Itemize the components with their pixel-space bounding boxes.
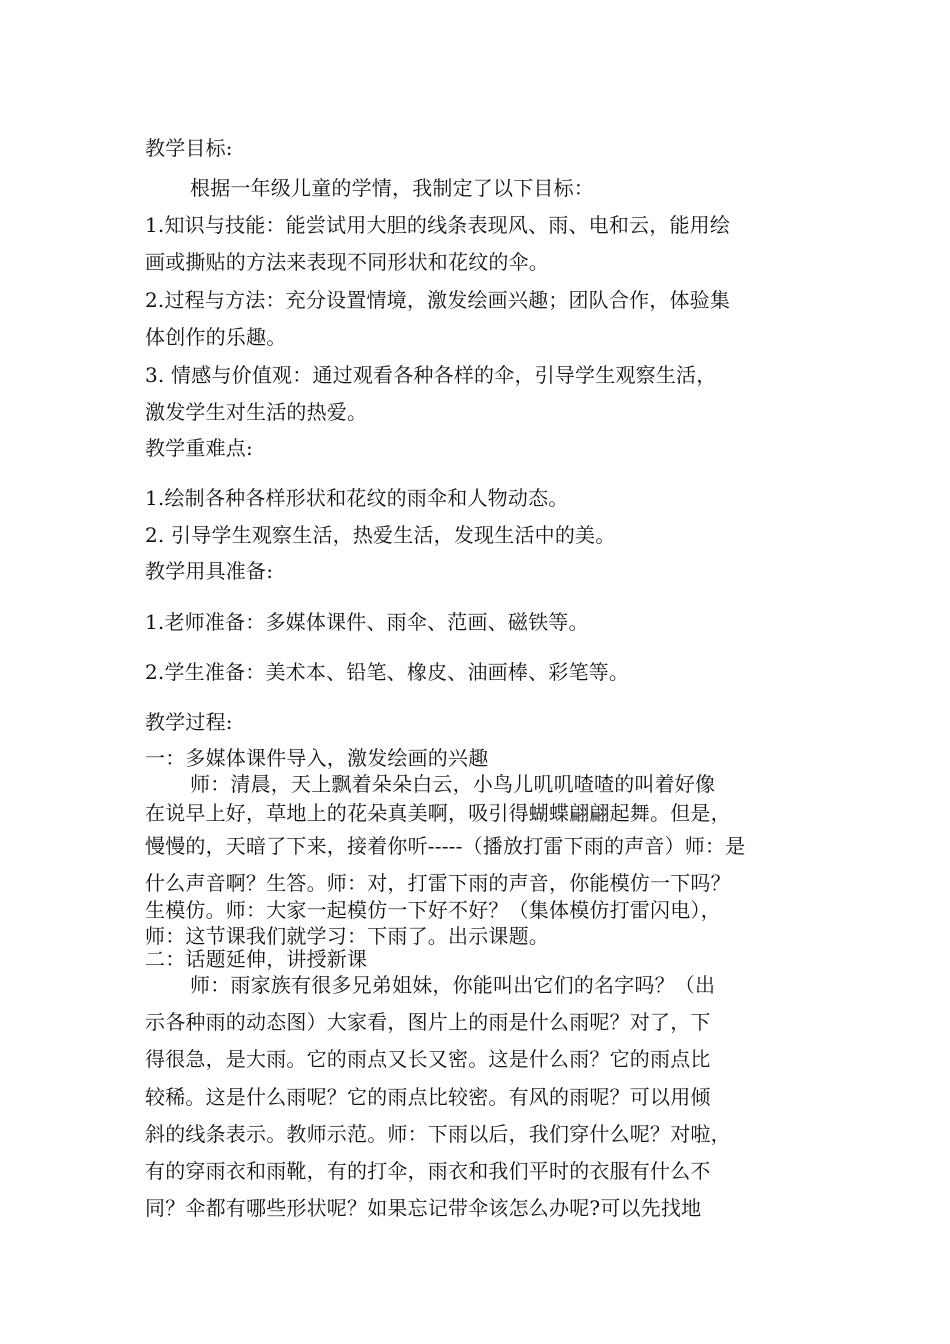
paragraph-line: 1.老师准备：多媒体课件、雨伞、范画、磁铁等。	[145, 610, 589, 634]
paragraph-line: 得很急，是大雨。它的雨点又长又密。这是什么雨？它的雨点比	[145, 1047, 711, 1071]
paragraph-line: 示各种雨的动态图）大家看，图片上的雨是什么雨呢？对了，下	[145, 1010, 711, 1034]
paragraph-line: 根据一年级儿童的学情，我制定了以下目标：	[190, 176, 594, 200]
heading-key-points: 教学重难点:	[145, 436, 253, 460]
section-heading: 二：话题延伸，讲授新课	[145, 947, 368, 971]
paragraph-line: 2.过程与方法：充分设置情境，激发绘画兴趣；团队合作，体验集	[145, 288, 731, 312]
paragraph-line: 1.绘制各种各样形状和花纹的雨伞和人物动态。	[145, 486, 569, 510]
paragraph-line: 什么声音啊？生答。师：对，打雷下雨的声音，你能模仿一下吗？	[145, 871, 731, 895]
paragraph-line: 体创作的乐趣。	[145, 325, 287, 349]
paragraph-line: 师：清晨，天上飘着朵朵白云，小鸟儿叽叽喳喳的叫着好像	[190, 772, 716, 796]
heading-materials: 教学用具准备:	[145, 559, 274, 583]
paragraph-line: 在说早上好，草地上的花朵真美啊，吸引得蝴蝶翩翩起舞。但是，	[145, 801, 731, 825]
paragraph-line: 生模仿。师：大家一起模仿一下好不好？（集体模仿打雷闪电），	[145, 898, 721, 922]
paragraph-line: 画或撕贴的方法来表现不同形状和花纹的伞。	[145, 250, 549, 274]
paragraph-line: 3. 情感与价值观：通过观看各种各样的伞，引导学生观察生活，	[145, 363, 717, 387]
paragraph-line: 2. 引导学生观察生活，热爱生活，发现生活中的美。	[145, 523, 616, 547]
paragraph-line: 1.知识与技能：能尝试用大胆的线条表现风、雨、电和云，能用绘	[145, 213, 731, 237]
section-heading: 一：多媒体课件导入，激发绘画的兴趣	[145, 746, 489, 770]
paragraph-line: 同？伞都有哪些形状呢？如果忘记带伞该怎么办呢?可以先找地	[145, 1196, 702, 1220]
paragraph-line: 较稀。这是什么雨呢？它的雨点比较密。有风的雨呢？可以用倾	[145, 1085, 711, 1109]
heading-process: 教学过程:	[145, 710, 233, 734]
paragraph-line: 斜的线条表示。教师示范。师：下雨以后，我们穿什么呢？对啦，	[145, 1122, 731, 1146]
paragraph-line: 慢慢的，天暗了下来，接着你听-----（播放打雷下雨的声音）师：是	[145, 834, 746, 858]
paragraph-line: 激发学生对生活的热爱。	[145, 400, 368, 424]
paragraph-line: 师：雨家族有很多兄弟姐妹，你能叫出它们的名字吗？（出	[190, 973, 716, 997]
paragraph-line: 师：这节课我们就学习：下雨了。出示课题。	[145, 924, 549, 948]
paragraph-line: 有的穿雨衣和雨靴，有的打伞，雨衣和我们平时的衣服有什么不	[145, 1159, 711, 1183]
paragraph-line: 2.学生准备：美术本、铅笔、橡皮、油画棒、彩笔等。	[145, 660, 630, 684]
heading-teaching-goals: 教学目标:	[145, 136, 233, 160]
